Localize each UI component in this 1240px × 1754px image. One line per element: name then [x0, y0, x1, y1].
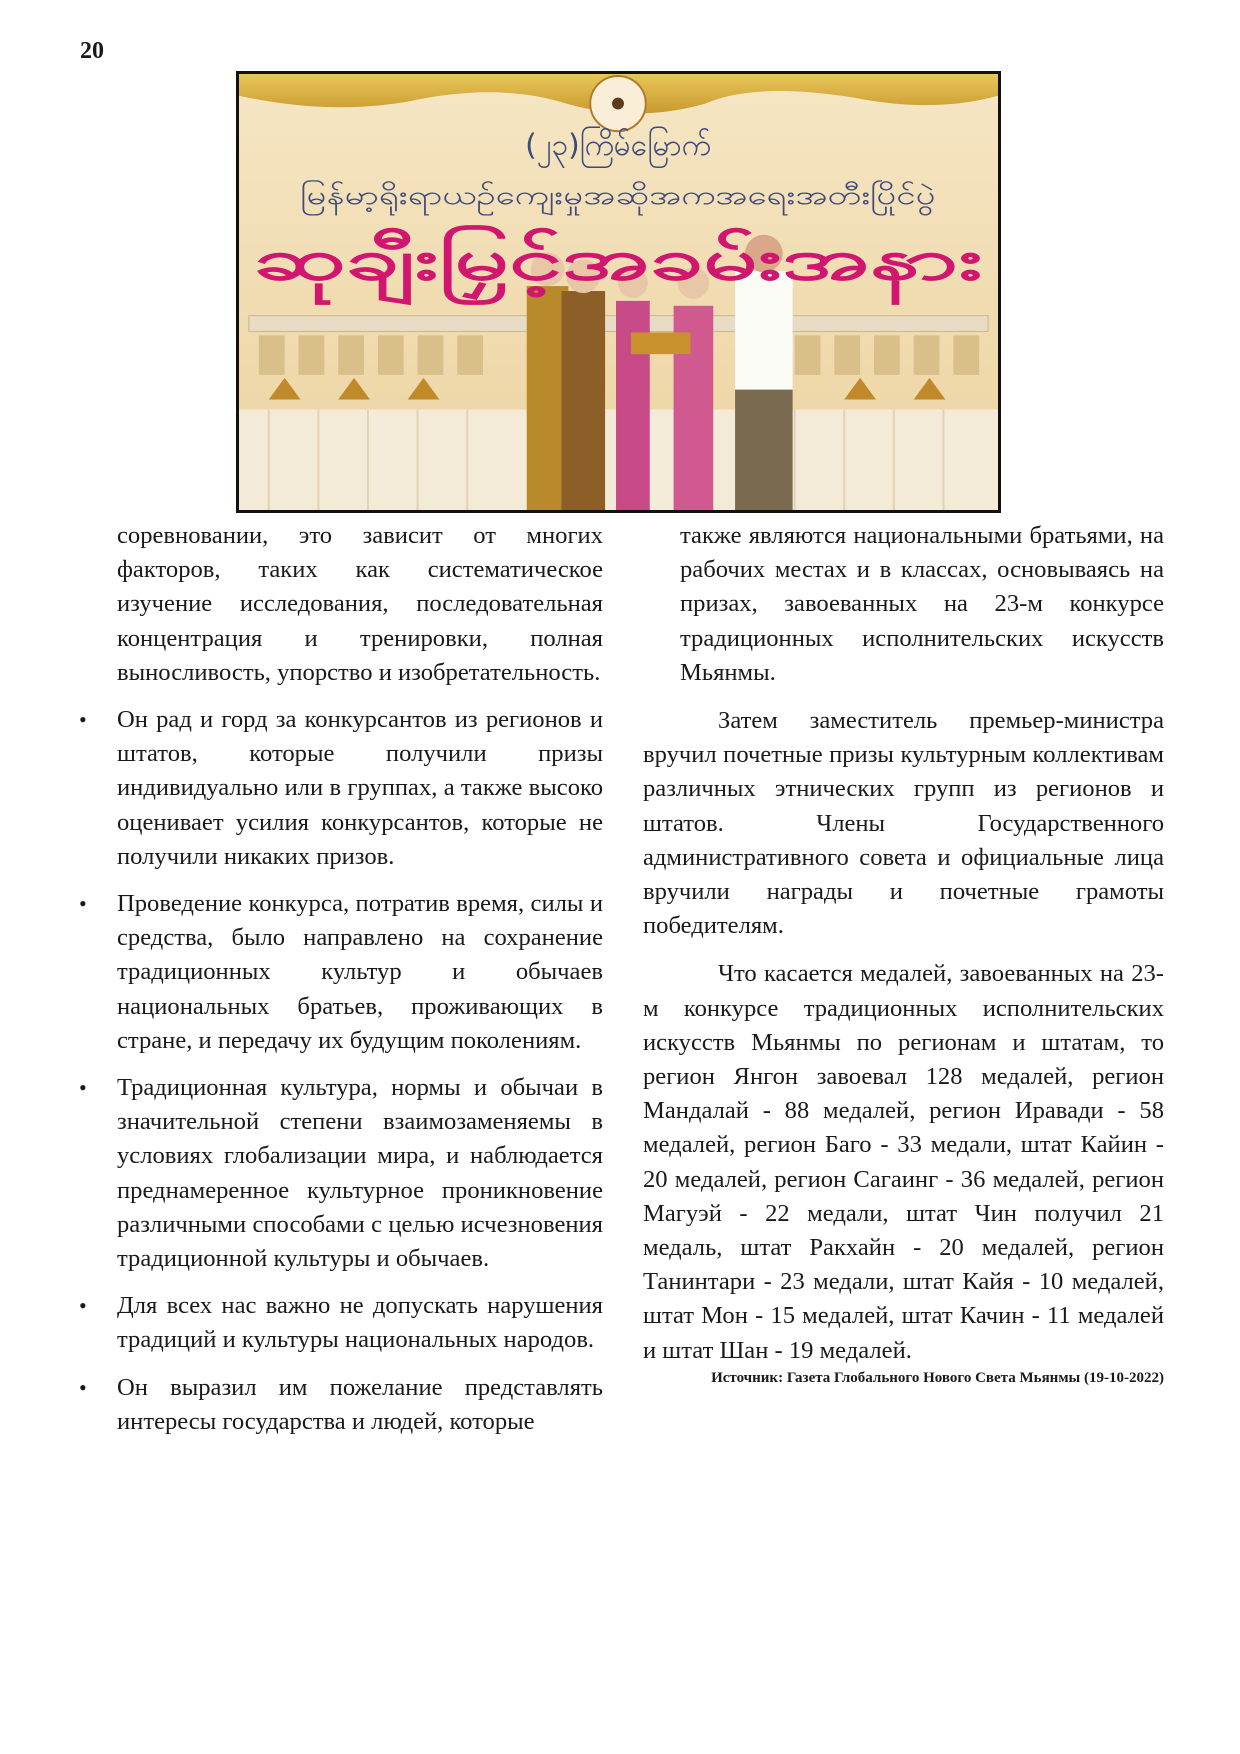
- left-column: [117, 519, 603, 1439]
- right-paragraph-2: Что касается медалей, завоеванных на 23-м конкурсе традиционных исполнительских искусств Мьянмы по регионам и штатам, то регион Янгон завоевал 128 медалей, регион Мандалай - 88 медалей, регион Иравади - 58 медалей, регион Баго - 33 медали, штат Кайин - 20 медалей, регион Сагаинг - 36 медалей, регион Магуэй - 22 медали, штат Чин получил 21 медаль, штат Ракхайн - 20 медалей, регион Танинтари - 23 медали, штат Кайя - 10 медалей, штат Мон - 15 медалей, штат Качин - 11 медалей и штат Шан - 19 медалей.: [643, 960, 1164, 1364]
- right-paragraph-1: Затем заместитель премьер-министра вручил почетные призы культурным коллективам различных этнических групп из регионов и штатов. Члены Государственного административного совета и официальные лица вручили награды и почетные грамоты победителям.: [643, 707, 1164, 940]
- right-continuation-paragraph: также являются национальными братьями, на рабочих местах и в классах, основываясь на призах, завоеванных на 23-м конкурсе традиционных исполнительских искусств Мьянмы.: [680, 522, 1164, 686]
- right-column: [643, 519, 1164, 1388]
- bullet-item: • Для всех нас важно не допускать нарушения традиций и культуры национальных народов.: [117, 1289, 603, 1357]
- banner-line-1: (၂၃)ကြိမ်မြောက်: [525, 126, 711, 162]
- bullet-item: • Он рад и горд за конкурсантов из регионов и штатов, которые получили призы индивидуально или в группах, а также высоко оценивает усилия конкурсантов, которые не получили никаких призов.: [117, 703, 603, 874]
- bullet-item: • Он выразил им пожелание представлять интересы государства и людей, которые: [117, 1371, 603, 1439]
- source-citation: Источник: Газета Глобального Нового Света Мьянмы (19-10-2022): [711, 1369, 1164, 1386]
- ceremony-photo-illustration: [239, 74, 998, 510]
- bullet-item: • Проведение конкурса, потратив время, силы и средства, было направлено на сохранение традиционных культур и обычаев национальных братьев, проживающих в стране, и передачу их будущим поколениям.: [117, 887, 603, 1058]
- banner-line-2: မြန်မာ့ရိုးရာယဉ်ကျေးမှုအဆိုအကအရေးအတီးပြိုင်ပွဲ: [300, 181, 769, 212]
- bullet-item: • Традиционная культура, нормы и обычаи в значительной степени взаимозаменяемы в условиях глобализации мира, и наблюдается преднамеренное культурное проникновение различными способами с целью исчезновения традиционной культуры и обычаев.: [117, 1071, 603, 1276]
- bullet-list: [117, 703, 603, 1439]
- page-number: 20: [80, 38, 104, 64]
- banner-line-3: ဆုချီးမြှင့်အခမ်းအနား: [253, 226, 693, 294]
- left-intro-paragraph: соревновании, это зависит от многих факторов, таких как систематическое изучение исследования, последовательная концентрация и тренировки, полная выносливость, упорство и изобретательность.: [117, 522, 603, 686]
- ceremony-photo: [236, 71, 1001, 513]
